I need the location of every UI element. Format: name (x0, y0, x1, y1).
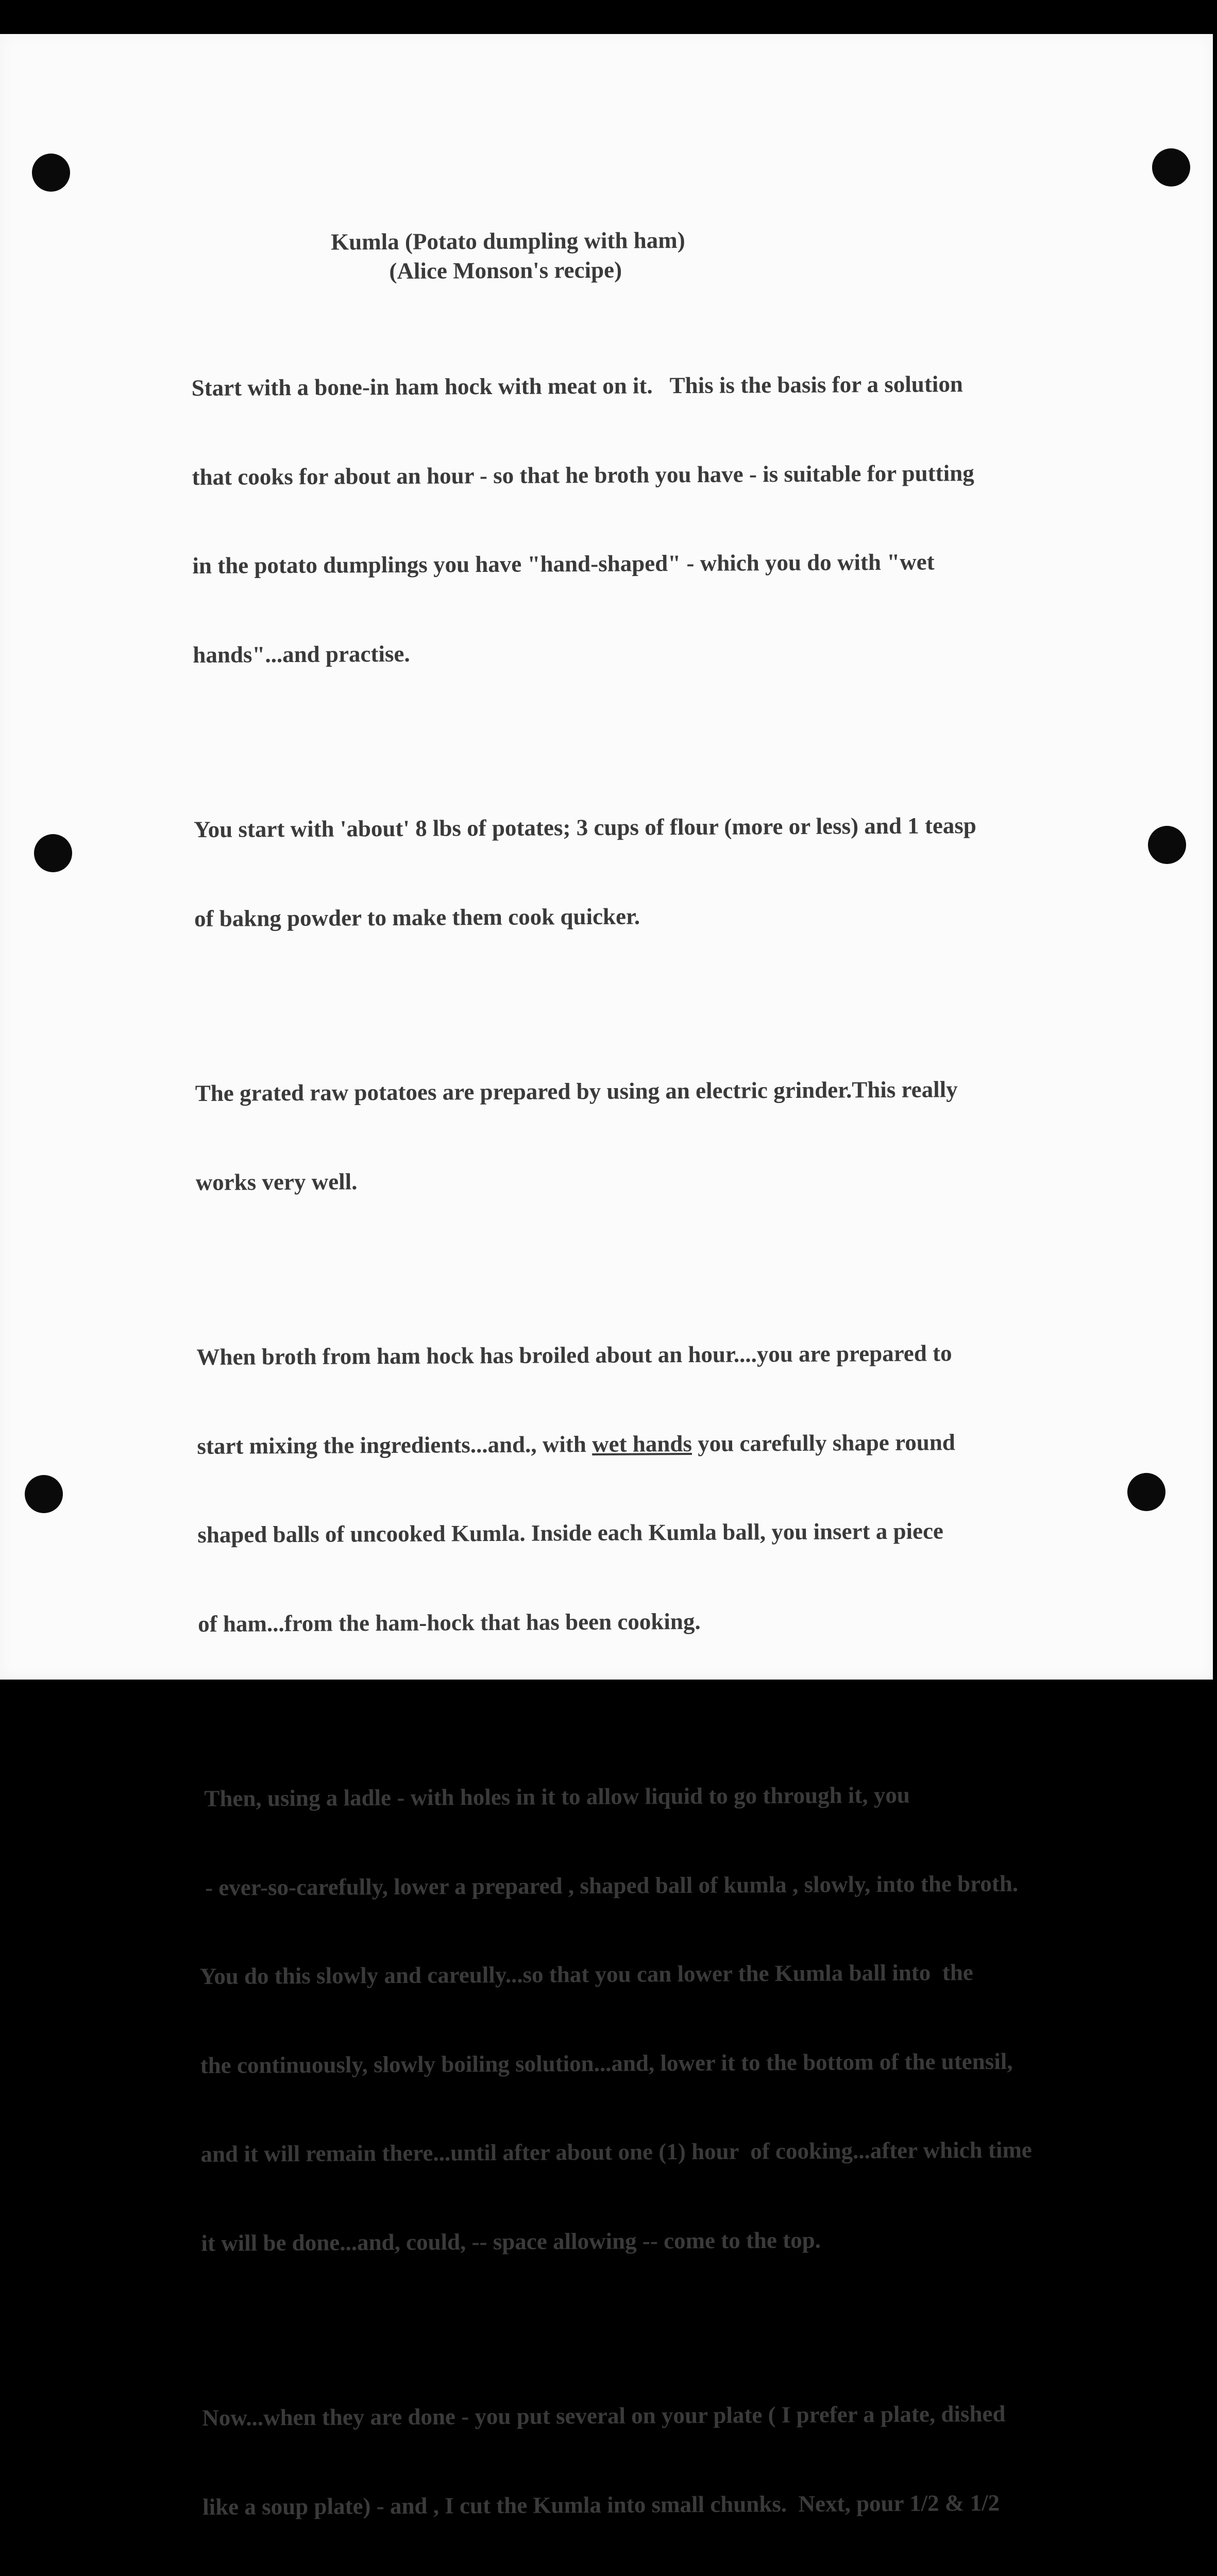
underlined-phrase: wet hands (591, 1430, 692, 1457)
text-line: that cooks for about an hour - so that he broth you have - is suitable for putting (192, 460, 974, 490)
text-line: shaped balls of uncooked Kumla. Inside each Kumla ball, you insert a piece (197, 1518, 944, 1548)
recipe-title: Kumla (Potato dumpling with ham) (331, 227, 685, 255)
recipe-subtitle: (Alice Monson's recipe) (389, 257, 622, 284)
paragraph-grated-potatoes (195, 1014, 1164, 1257)
text-line: hands"...and practise. (193, 640, 410, 668)
text-line: and it will remain there...until after about one (1) hour of cooking...after which time (200, 2137, 1032, 2167)
text-line: The grated raw potatoes are prepared by using an electric grinder.This really (195, 1076, 958, 1106)
text-line: Start with a bone-in ham hock with meat on it. This is the basis for a solution (191, 371, 964, 401)
text-line: like a soup plate) - and , I cut the Kumla into small chunks. Next, pour 1/2 & 1/2 (202, 2489, 1000, 2520)
text-line: it will be done...and, could, -- space allowing -- come to the top. (201, 2227, 821, 2256)
paragraph-ham-hock (191, 309, 1162, 729)
paragraph-serving (202, 2339, 1175, 2576)
text-line: - ever-so-carefully, lower a prepared , shaped ball of kumla , slowly, into the broth. (199, 1870, 1019, 1901)
text-line: in the potato dumplings you have "hand-shaped" - which you do with "wet (192, 549, 935, 579)
text-line: Now...when they are done - you put several on your plate ( I prefer a plate, dished (202, 2400, 1006, 2431)
punch-hole-top-left (32, 154, 70, 192)
text-line: You start with 'about' 8 lbs of potates; 3 cups of flour (more or less) and 1 teasp (193, 812, 977, 842)
punch-hole-bottom-left (25, 1475, 63, 1513)
paragraph-shaping (196, 1278, 1167, 1698)
text-line: start mixing the ingredients...and., with wet hands you carefully shape round (197, 1429, 955, 1459)
text-line: When broth from ham hock has broiled about an hour....you are prepared to (196, 1340, 952, 1370)
text-line: works very well. (195, 1168, 358, 1195)
text-line: of ham...from the ham-hock that has been cooking. (198, 1608, 701, 1637)
text-line: You do this slowly and careully...so that you can lower the Kumla ball into the (199, 1959, 973, 1989)
paragraph-ingredients (193, 751, 1163, 993)
text-line: Then, using a ladle - with holes in it to allow liquid to go through it, you (198, 1782, 910, 1811)
paragraph-cooking (198, 1720, 1170, 2317)
text-line: of bakng powder to make them cook quicker. (194, 903, 640, 931)
punch-hole-top-right (1152, 148, 1190, 187)
recipe-text (191, 223, 1176, 2576)
punch-hole-middle-left (34, 834, 72, 872)
text-line: the continuously, slowly boiling solution...and, lower it to the bottom of the utensil, (200, 2048, 1013, 2078)
